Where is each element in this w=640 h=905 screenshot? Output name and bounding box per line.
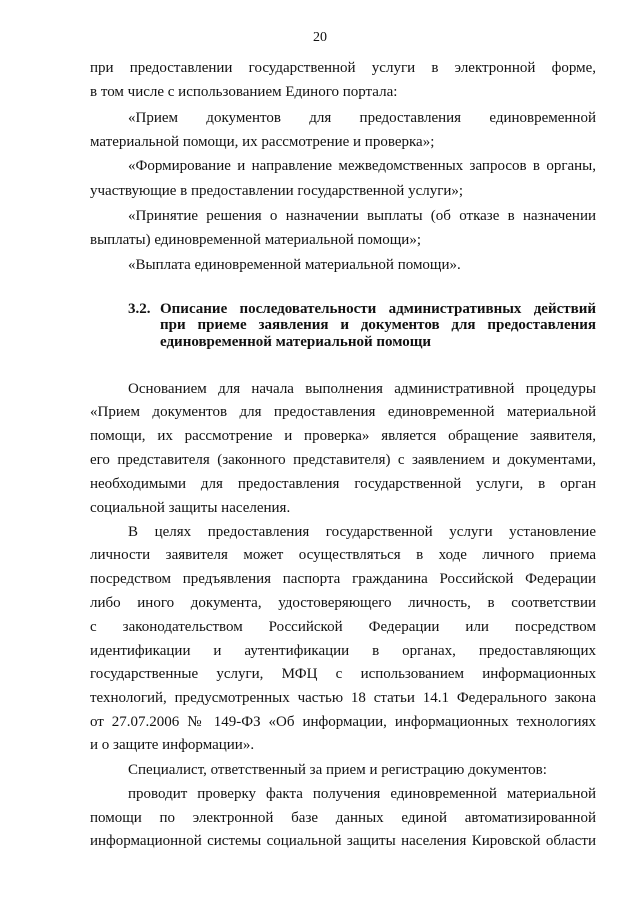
paragraph-line: государственные услуги, МФЦ с использованием информационных xyxy=(90,666,596,682)
paragraph-line: информационной системы социальной защиты населения Кировской области xyxy=(90,833,596,849)
section-number: 3.2. xyxy=(128,301,151,317)
section-heading-line: при приеме заявления и документов для предоставления xyxy=(160,317,596,333)
paragraph-line: «Прием документов для предоставления единовременной xyxy=(128,110,596,126)
paragraph-line: в том числе с использованием Единого портала: xyxy=(90,84,398,100)
paragraph-line: выплаты) единовременной материальной помощи»; xyxy=(90,232,421,248)
paragraph-line: Специалист, ответственный за прием и регистрацию документов: xyxy=(128,762,547,778)
paragraph-line: с законодательством Российской Федерации или посредством xyxy=(90,619,596,635)
paragraph-line: личности заявителя может осуществляться в ходе личного приема xyxy=(90,547,596,563)
paragraph-line: участвующие в предоставлении государственной услуги»; xyxy=(90,183,464,199)
section-heading-line: Описание последовательности административных действий xyxy=(160,301,596,317)
section-heading-line: единовременной материальной помощи xyxy=(160,334,432,350)
paragraph-line: его представителя (законного представителя) с заявлением и документами, xyxy=(90,452,596,468)
paragraph-line: посредством предъявления паспорта гражданина Российской Федерации xyxy=(90,571,596,587)
paragraph-line: технологий, предусмотренных частью 18 статьи 14.1 Федерального закона xyxy=(90,690,596,706)
paragraph-line: и о защите информации». xyxy=(90,737,255,753)
paragraph-line: при предоставлении государственной услуги в электронной форме, xyxy=(90,60,596,76)
paragraph-line: В целях предоставления государственной услуги установление xyxy=(128,524,596,540)
paragraph-line: помощи по электронной базе данных единой автоматизированной xyxy=(90,810,596,826)
paragraph-line: либо иного документа, удостоверяющего личность, в соответствии xyxy=(90,595,596,611)
page-number: 20 xyxy=(313,30,327,45)
paragraph-line: «Формирование и направление межведомственных запросов в органы, xyxy=(128,158,596,174)
paragraph-line: «Принятие решения о назначении выплаты (об отказе в назначении xyxy=(128,208,596,224)
paragraph-line: «Выплата единовременной материальной помощи». xyxy=(128,257,461,273)
paragraph-line: помощи, их рассмотрение и проверка» является обращение заявителя, xyxy=(90,428,596,444)
paragraph-line: социальной защиты населения. xyxy=(90,500,291,516)
paragraph-line: материальной помощи, их рассмотрение и проверка»; xyxy=(90,134,435,150)
paragraph-line: идентификации и аутентификации в органах, предоставляющих xyxy=(90,643,596,659)
paragraph-line: Основанием для начала выполнения административной процедуры xyxy=(128,381,596,397)
paragraph-line: «Прием документов для предоставления единовременной материальной xyxy=(90,404,596,420)
paragraph-line: проводит проверку факта получения единовременной материальной xyxy=(128,786,596,802)
paragraph-line: необходимыми для предоставления государственной услуги, в орган xyxy=(90,476,596,492)
paragraph-line: от 27.07.2006 № 149-ФЗ «Об информации, информационных технологиях xyxy=(90,714,596,730)
